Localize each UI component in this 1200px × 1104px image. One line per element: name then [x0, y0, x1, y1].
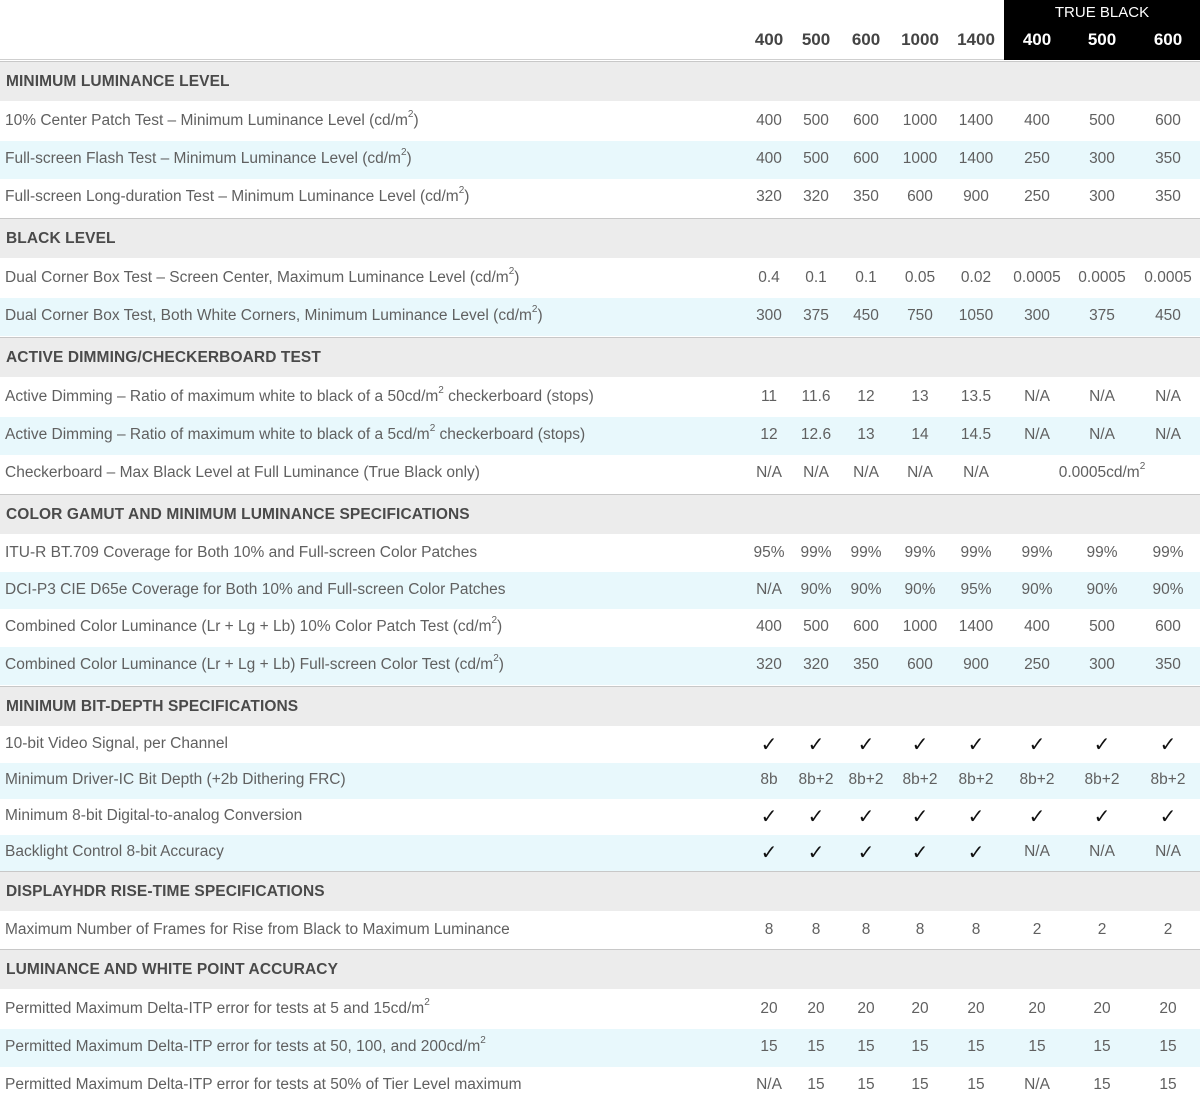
- cell-value: N/A: [1089, 843, 1115, 860]
- cell-value: N/A: [756, 464, 782, 481]
- cell-value: 20: [857, 1000, 875, 1017]
- cell-value: 8: [811, 921, 821, 938]
- cell-value: 15: [807, 1076, 825, 1093]
- checkmark-icon: ✓: [911, 806, 929, 828]
- cell-value: 2: [1032, 921, 1042, 938]
- row-label-text: Dual Corner Box Test – Screen Center, Maximum Luminance Level (cd/m: [5, 269, 509, 286]
- row-label: [5, 771, 346, 789]
- cell-value: 90%: [850, 581, 882, 598]
- cell-value: 0.1: [805, 269, 827, 286]
- cell-value: 375: [1089, 307, 1115, 324]
- cell-value: 1400: [958, 618, 994, 635]
- cell-value: 20: [1028, 1000, 1046, 1017]
- cell-value: N/A: [803, 464, 829, 481]
- cell-value: 15: [911, 1076, 929, 1093]
- row-label: [5, 147, 412, 168]
- cell-value: 1050: [958, 307, 994, 324]
- row-label-suffix: ): [413, 112, 419, 129]
- checkmark-icon: ✓: [1159, 806, 1177, 828]
- checkmark-icon: ✓: [807, 842, 825, 864]
- row-label-text: Minimum Driver-IC Bit Depth (+2b Dithering FRC): [5, 771, 346, 788]
- cell-value: N/A: [1024, 388, 1050, 405]
- cell-value: 300: [756, 307, 782, 324]
- section-header: [0, 337, 1200, 377]
- row-label-suffix: ): [464, 188, 470, 205]
- cell-value: 15: [760, 1038, 778, 1055]
- table-row: [0, 727, 1200, 763]
- column-header-1400: 1400: [957, 30, 995, 49]
- cell-value: 8b+2: [848, 771, 884, 788]
- cell-value: 900: [963, 656, 989, 673]
- section-header: [0, 494, 1200, 534]
- cell-value: 0.1: [855, 269, 877, 286]
- cell-value: 450: [1155, 307, 1181, 324]
- cell-value: 90%: [800, 581, 832, 598]
- row-label: [5, 423, 586, 444]
- cell-value: N/A: [1155, 843, 1181, 860]
- cell-value: 1400: [958, 150, 994, 167]
- row-label-text: ITU-R BT.709 Coverage for Both 10% and Full-screen Color Patches: [5, 544, 478, 561]
- cell-value: 300: [1089, 656, 1115, 673]
- checkmark-icon: ✓: [1028, 806, 1046, 828]
- cell-value: 600: [907, 188, 933, 205]
- cell-value: 250: [1024, 150, 1050, 167]
- checkmark-icon: ✓: [760, 842, 778, 864]
- row-label-suffix: ): [537, 307, 543, 324]
- cell-value: 600: [853, 112, 879, 129]
- checkmark-icon: ✓: [807, 806, 825, 828]
- row-label: [5, 266, 520, 287]
- row-label-text: Checkerboard – Max Black Level at Full Luminance (True Black only): [5, 464, 480, 481]
- table-row: [0, 259, 1200, 298]
- checkmark-icon: ✓: [967, 842, 985, 864]
- table-row: [0, 835, 1200, 871]
- checkmark-icon: ✓: [807, 734, 825, 756]
- checkmark-icon: ✓: [857, 806, 875, 828]
- row-label-text: Backlight Control 8-bit Accuracy: [5, 843, 224, 860]
- table-row: [0, 378, 1200, 417]
- cell-value: 8: [915, 921, 925, 938]
- cell-value: N/A: [853, 464, 879, 481]
- row-label: [5, 1076, 522, 1094]
- table-row: [0, 535, 1200, 572]
- row-label-text: Combined Color Luminance (Lr + Lg + Lb) Full-screen Color Test (cd/m: [5, 656, 494, 673]
- checkmark-icon: ✓: [1028, 734, 1046, 756]
- cell-value: 90%: [1021, 581, 1053, 598]
- table-row: [0, 455, 1200, 493]
- superscript: 2: [438, 385, 444, 396]
- cell-value: N/A: [963, 464, 989, 481]
- row-label-text: Permitted Maximum Delta-ITP error for tests at 50% of Tier Level maximum: [5, 1076, 522, 1093]
- cell-value: 90%: [1152, 581, 1184, 598]
- row-label: [5, 615, 503, 636]
- cell-value: 20: [967, 1000, 985, 1017]
- cell-value: 11: [760, 388, 778, 405]
- column-header-true-black-600: 600: [1153, 30, 1183, 49]
- cell-value: N/A: [1024, 1076, 1050, 1093]
- checkmark-icon: ✓: [911, 842, 929, 864]
- section-header: [0, 686, 1200, 726]
- cell-value: N/A: [1155, 388, 1181, 405]
- cell-value: 320: [756, 656, 782, 673]
- column-header-true-black-400: 400: [1022, 30, 1052, 49]
- table-row: [0, 417, 1200, 455]
- cell-value: 99%: [850, 544, 882, 561]
- cell-value: 95%: [960, 581, 992, 598]
- row-label-text: Full-screen Flash Test – Minimum Luminance Level (cd/m: [5, 150, 401, 167]
- superscript: 2: [508, 266, 515, 277]
- row-label-text: Permitted Maximum Delta-ITP error for tests at 50, 100, and 200cd/m: [5, 1038, 481, 1055]
- section-title: ACTIVE DIMMING/CHECKERBOARD TEST: [6, 349, 321, 366]
- cell-value: 8b: [760, 771, 778, 788]
- cell-value: N/A: [1024, 843, 1050, 860]
- cell-value: 8b+2: [1084, 771, 1120, 788]
- cell-value: 350: [853, 188, 879, 205]
- span-value-text: 0.0005cd/m: [1058, 464, 1140, 481]
- superscript: 2: [491, 615, 498, 626]
- row-label-text: Permitted Maximum Delta-ITP error for tests at 5 and 15cd/m: [5, 1000, 425, 1017]
- cell-value: 15: [857, 1076, 875, 1093]
- cell-value: 500: [803, 112, 829, 129]
- row-label-suffix: checkerboard (stops): [443, 388, 594, 405]
- cell-value: 1000: [902, 618, 938, 635]
- cell-value: 400: [756, 150, 782, 167]
- cell-value: 20: [807, 1000, 825, 1017]
- cell-value: 1000: [902, 112, 938, 129]
- cell-value: 15: [967, 1076, 985, 1093]
- cell-value: 750: [907, 307, 933, 324]
- column-header-500: 500: [801, 30, 831, 49]
- cell-value: 500: [803, 618, 829, 635]
- column-header-true-black-500: 500: [1087, 30, 1117, 49]
- cell-value: 900: [963, 188, 989, 205]
- row-label-suffix: ): [514, 269, 520, 286]
- cell-value: 0.02: [960, 269, 992, 286]
- cell-value: 320: [803, 188, 829, 205]
- cell-value: 11.6: [801, 388, 831, 405]
- cell-value: 300: [1024, 307, 1050, 324]
- cell-value: 15: [1159, 1076, 1177, 1093]
- row-label-suffix: ): [497, 618, 503, 635]
- cell-value: 0.05: [904, 269, 936, 286]
- cell-value: N/A: [907, 464, 933, 481]
- table-row: [0, 298, 1200, 336]
- cell-value: 8: [971, 921, 981, 938]
- cell-value: 0.0005: [1013, 269, 1061, 286]
- row-label-text: Active Dimming – Ratio of maximum white to black of a 5cd/m: [5, 426, 430, 443]
- cell-value: 300: [1089, 150, 1115, 167]
- row-label-text: 10-bit Video Signal, per Channel: [5, 735, 228, 752]
- cell-value: 15: [1093, 1076, 1111, 1093]
- cell-value: 12: [857, 388, 875, 405]
- cell-value: 500: [1089, 112, 1115, 129]
- row-label: [5, 109, 419, 130]
- cell-value: 600: [1155, 112, 1181, 129]
- column-header-1000: 1000: [901, 30, 939, 49]
- cell-value: 12: [760, 426, 778, 443]
- checkmark-icon: ✓: [760, 734, 778, 756]
- cell-value: 250: [1024, 656, 1050, 673]
- row-label-text: Full-screen Long-duration Test – Minimum Luminance Level (cd/m: [5, 188, 459, 205]
- checkmark-icon: ✓: [760, 806, 778, 828]
- row-label: [5, 304, 543, 325]
- cell-value: 15: [807, 1038, 825, 1055]
- cell-value: 8b+2: [958, 771, 994, 788]
- table-row: [0, 1029, 1200, 1067]
- cell-value: 15: [1093, 1038, 1111, 1055]
- row-label: [5, 653, 504, 674]
- row-label: [5, 1035, 486, 1056]
- cell-value: 99%: [1152, 544, 1184, 561]
- cell-value: 400: [756, 112, 782, 129]
- cell-value: 90%: [904, 581, 936, 598]
- row-label-suffix: checkerboard (stops): [435, 426, 586, 443]
- row-label-suffix: ): [498, 656, 504, 673]
- superscript: 2: [458, 185, 465, 196]
- row-label-text: 10% Center Patch Test – Minimum Luminance Level (cd/m: [5, 112, 408, 129]
- row-label: [5, 385, 594, 406]
- section-header: [0, 871, 1200, 911]
- table-row: [0, 990, 1200, 1029]
- row-label-text: Maximum Number of Frames for Rise from Black to Maximum Luminance: [5, 921, 510, 938]
- cell-value: 350: [1155, 150, 1181, 167]
- cell-value: 15: [1028, 1038, 1046, 1055]
- cell-value: 375: [803, 307, 829, 324]
- table-header: [0, 0, 1200, 60]
- cell-value: 350: [1155, 188, 1181, 205]
- cell-value: 8b+2: [902, 771, 938, 788]
- table-row: [0, 912, 1200, 949]
- cell-value: 8b+2: [1019, 771, 1055, 788]
- cell-value: 14: [911, 426, 929, 443]
- table-row: [0, 1067, 1200, 1104]
- cell-value: 99%: [960, 544, 992, 561]
- cell-value: 320: [803, 656, 829, 673]
- section-header: [0, 949, 1200, 989]
- cell-value: N/A: [1024, 426, 1050, 443]
- column-header-600: 600: [851, 30, 881, 49]
- cell-value: 350: [853, 656, 879, 673]
- row-label-text: Dual Corner Box Test, Both White Corners, Minimum Luminance Level (cd/m: [5, 307, 532, 324]
- cell-value: 8: [861, 921, 871, 938]
- cell-value: 8: [764, 921, 774, 938]
- checkmark-icon: ✓: [857, 842, 875, 864]
- cell-value: 600: [1155, 618, 1181, 635]
- row-label: [5, 185, 470, 206]
- section-title: MINIMUM LUMINANCE LEVEL: [6, 73, 230, 90]
- row-label: [5, 807, 302, 825]
- cell-value: 500: [803, 150, 829, 167]
- row-label-text: Active Dimming – Ratio of maximum white to black of a 50cd/m: [5, 388, 439, 405]
- section-header: [0, 61, 1200, 101]
- cell-value: 12.6: [800, 426, 832, 443]
- section-header: [0, 218, 1200, 258]
- cell-value: 20: [911, 1000, 929, 1017]
- cell-value: N/A: [1089, 388, 1115, 405]
- section-title: LUMINANCE AND WHITE POINT ACCURACY: [6, 961, 339, 978]
- table-row: [0, 647, 1200, 685]
- checkmark-icon: ✓: [1093, 734, 1111, 756]
- checkmark-icon: ✓: [1093, 806, 1111, 828]
- cell-value: 8b+2: [798, 771, 834, 788]
- cell-value: 300: [1089, 188, 1115, 205]
- checkmark-icon: ✓: [1159, 734, 1177, 756]
- cell-value: 2: [1097, 921, 1107, 938]
- table-row: [0, 609, 1200, 647]
- cell-value: 15: [967, 1038, 985, 1055]
- cell-value: 90%: [1086, 581, 1118, 598]
- cell-value: 400: [1024, 112, 1050, 129]
- cell-value: 8b+2: [1150, 771, 1186, 788]
- cell-value: 400: [1024, 618, 1050, 635]
- cell-value: 1400: [958, 112, 994, 129]
- table-row: [0, 179, 1200, 217]
- section-title: DISPLAYHDR RISE-TIME SPECIFICATIONS: [6, 883, 325, 900]
- true-black-span-value: [1004, 461, 1200, 482]
- cell-value: N/A: [756, 581, 782, 598]
- cell-value: 1000: [902, 150, 938, 167]
- superscript: 2: [531, 304, 538, 315]
- cell-value: 99%: [904, 544, 936, 561]
- section-title: MINIMUM BIT-DEPTH SPECIFICATIONS: [6, 698, 299, 715]
- cell-value: 13.5: [960, 388, 992, 405]
- checkmark-icon: ✓: [911, 734, 929, 756]
- cell-value: 400: [756, 618, 782, 635]
- superscript: 2: [480, 1035, 486, 1046]
- cell-value: 600: [853, 150, 879, 167]
- cell-value: 13: [911, 388, 929, 405]
- cell-value: 350: [1155, 656, 1181, 673]
- row-label: [5, 843, 224, 861]
- cell-value: N/A: [1089, 426, 1115, 443]
- checkmark-icon: ✓: [857, 734, 875, 756]
- cell-value: 320: [756, 188, 782, 205]
- section-title: COLOR GAMUT AND MINIMUM LUMINANCE SPECIFICATIONS: [6, 506, 470, 523]
- cell-value: 99%: [1086, 544, 1118, 561]
- superscript: 2: [424, 997, 430, 1008]
- row-label: [5, 997, 430, 1018]
- cell-value: N/A: [756, 1076, 782, 1093]
- cell-value: 13: [857, 426, 875, 443]
- superscript: 2: [429, 423, 436, 434]
- true-black-label: TRUE BLACK: [1054, 4, 1150, 21]
- cell-value: 600: [907, 656, 933, 673]
- row-label: [5, 735, 228, 753]
- cell-value: N/A: [1155, 426, 1181, 443]
- superscript: 2: [493, 653, 499, 664]
- cell-value: 15: [911, 1038, 929, 1055]
- cell-value: 2: [1163, 921, 1173, 938]
- cell-value: 95%: [753, 544, 785, 561]
- row-label: [5, 581, 506, 599]
- superscript: 2: [1139, 461, 1146, 472]
- table-row: [0, 572, 1200, 609]
- cell-value: 450: [853, 307, 879, 324]
- superscript: 2: [407, 109, 414, 120]
- row-label-text: DCI-P3 CIE D65e Coverage for Both 10% and Full-screen Color Patches: [5, 581, 506, 598]
- cell-value: 20: [1093, 1000, 1111, 1017]
- cell-value: 15: [857, 1038, 875, 1055]
- cell-value: 500: [1089, 618, 1115, 635]
- cell-value: 0.0005: [1078, 269, 1126, 286]
- row-label: [5, 544, 477, 562]
- cell-value: 15: [1159, 1038, 1177, 1055]
- checkmark-icon: ✓: [967, 734, 985, 756]
- cell-value: 250: [1024, 188, 1050, 205]
- row-label-text: Combined Color Luminance (Lr + Lg + Lb) 10% Color Patch Test (cd/m: [5, 618, 492, 635]
- cell-value: 99%: [800, 544, 832, 561]
- cell-value: 0.4: [758, 269, 780, 286]
- row-label-text: Minimum 8-bit Digital-to-analog Conversion: [5, 807, 303, 824]
- table-row: [0, 141, 1200, 179]
- cell-value: 14.5: [960, 426, 992, 443]
- checkmark-icon: ✓: [967, 806, 985, 828]
- superscript: 2: [400, 147, 407, 158]
- cell-value: 99%: [1021, 544, 1053, 561]
- row-label: [5, 464, 480, 482]
- cell-value: 20: [760, 1000, 778, 1017]
- cell-value: 20: [1159, 1000, 1177, 1017]
- section-title: BLACK LEVEL: [6, 230, 116, 247]
- cell-value: 0.0005: [1144, 269, 1192, 286]
- row-label-suffix: ): [406, 150, 412, 167]
- row-label: [5, 921, 510, 939]
- table-row: [0, 102, 1200, 141]
- table-row: [0, 763, 1200, 799]
- table-row: [0, 799, 1200, 835]
- cell-value: 600: [853, 618, 879, 635]
- column-header-400: 400: [754, 30, 784, 49]
